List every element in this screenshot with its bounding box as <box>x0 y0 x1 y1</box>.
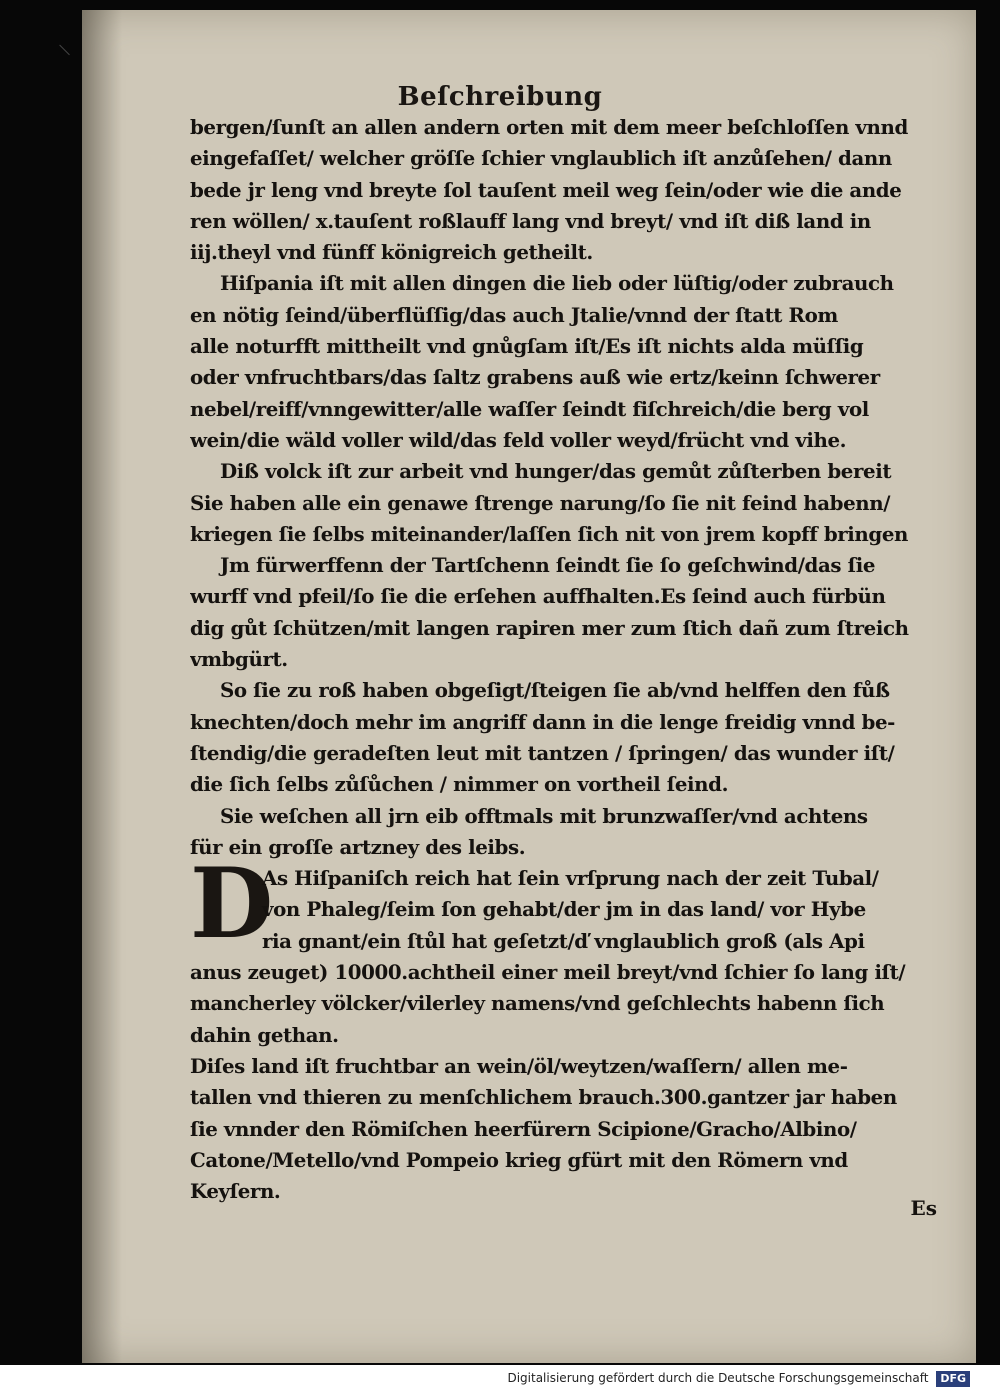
text-line: Jm fürwerffenn der Tartſchenn ſeindt ſie ſo geſchwind/das ſie <box>220 553 876 578</box>
text-line: Hiſpania iſt mit allen dingen die lieb oder lüſtig/oder zubrauch <box>220 271 894 296</box>
text-line: en nötig ſeind/überflüſſig/das auch Jtalie/vnnd der ſtatt Rom <box>190 302 838 327</box>
text-line: mancherley völcker/vilerley namens/vnd geſchlechts habenn ſich <box>190 991 885 1016</box>
page-gutter-shadow <box>82 10 122 1363</box>
dfg-logo-badge: DFG <box>936 1371 970 1387</box>
text-line: knechten/doch mehr im angriff dann in die lenge freidig vnnd be- <box>190 709 895 734</box>
text-line: ſtendig/die geradeſten leut mit tantzen / ſpringen/ das wunder iſt/ <box>190 740 895 765</box>
text-line: bede jr leng vnd breyte ſol tauſent meil weg ſein/oder wie die ande <box>190 177 902 202</box>
text-line: Sie haben alle ein genawe ſtrenge narung/ſo ſie nit feind habenn/ <box>190 490 891 515</box>
text-line: nebel/reiff/vnngewitter/alle waſſer ſeindt fiſchreich/die berg vol <box>190 396 869 421</box>
text-line: ren wöllen/ x.tauſent roßlauff lang vnd breyt/ vnd iſt diß land in <box>190 208 871 233</box>
text-line: Sie weſchen all jrn eib offtmals mit brunzwaſſer/vnd achtens <box>220 803 868 828</box>
page-body <box>190 112 942 1207</box>
text-line: So ſie zu roß haben obgeſigt/ſteigen ſie ab/vnd helffen den fůß <box>220 678 890 703</box>
text-line: Diſes land iſt fruchtbar an wein/öl/weytzen/waſſern/ allen me- <box>190 1053 848 1078</box>
text-line: dahin gethan. <box>190 1022 339 1047</box>
text-line: Keyſern. <box>190 1179 281 1204</box>
decorated-initial: D <box>190 847 274 960</box>
text-line: kriegen ſie ſelbs miteinander/laſſen ſich nit von jrem kopff bringen <box>190 521 908 546</box>
text-line: As Hiſpaniſch reich hat ſein vrſprung nach der zeit Tubal/ <box>262 866 879 891</box>
text-line: bergen/ſunſt an allen andern orten mit dem meer beſchloſſen vnnd <box>190 115 908 139</box>
text-line: die ſich ſelbs zůſůchen / nimmer on vortheil ſeind. <box>190 772 729 797</box>
text-line: für ein groſſe artzney des leibs. <box>190 834 526 859</box>
text-line: Diß volck iſt zur arbeit vnd hunger/das gemůt zůſterben bereit <box>220 459 892 484</box>
text-line: tallen vnd thieren zu menſchlichem brauch.300.gantzer jar haben <box>190 1085 897 1110</box>
text-line: iij.theyl vnd fünff königreich getheilt. <box>190 240 593 265</box>
footer-credit: Digitalisierung gefördert durch die Deutsche Forschungsgemeinschaft <box>507 1371 929 1385</box>
text-line: vmbgürt. <box>190 647 288 672</box>
text-line: ſie vnnder den Römiſchen heerfürern Scipione/Gracho/Albino/ <box>190 1116 857 1141</box>
running-head: Beſchreibung <box>397 82 603 112</box>
text-line: wein/die wäld voller wild/das feld voller weyd/frücht vnd vihe. <box>190 427 847 452</box>
catchword: Es <box>910 1196 937 1220</box>
text-line: alle noturfft mittheilt vnd gnůgſam iſt/Es iſt nichts alda müſſig <box>190 334 864 359</box>
text-line: ria gnant/ein ſtůl hat geſetzt/ď vnglaublich groß (als Api <box>262 928 865 953</box>
text-line: eingefaſſet/ welcher gröſſe ſchier vnglaublich iſt anzůſehen/ dann <box>190 146 892 171</box>
text-line: dig gůt ſchützen/mit langen rapiren mer zum ſtich dañ zum ſtreich <box>190 615 909 640</box>
text-line: oder vnfruchtbars/das ſaltz grabens auß wie ertz/keinn ſchwerer <box>190 365 880 390</box>
text-line: Catone/Metello/vnd Pompeio krieg gfürt mit den Römern vnd <box>190 1147 848 1172</box>
footer-bar <box>0 1365 1000 1392</box>
text-line: anus zeuget) 10000.achtheil einer meil breyt/vnd ſchier ſo lang iſt/ <box>190 960 906 985</box>
text-line: von Phaleg/ſeim ſon gehabt/der jm in das land/ vor Hybe <box>262 897 866 922</box>
text-line: wurff vnd pfeil/ſo ſie die erſehen auffhalten.Es ſeind auch fürbün <box>190 584 886 609</box>
